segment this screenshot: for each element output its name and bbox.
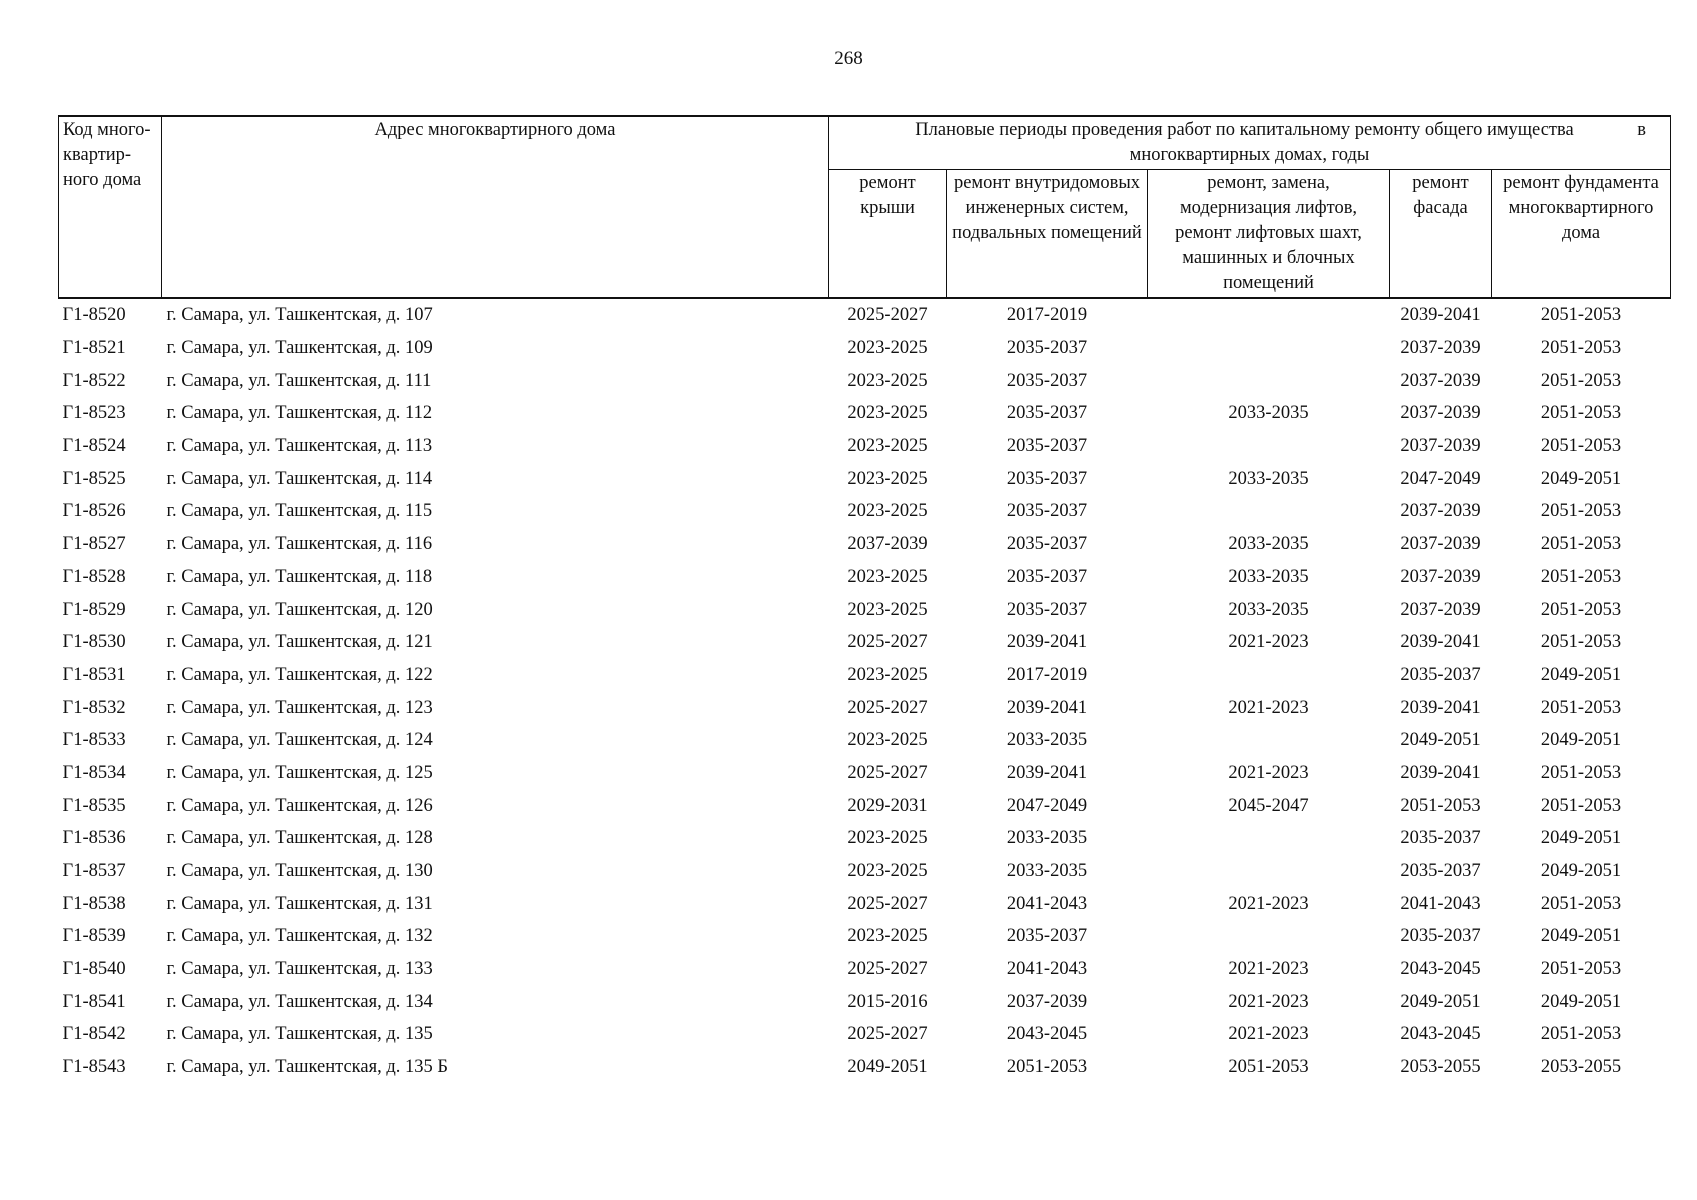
cell-facade-repair: 2043-2045 bbox=[1400, 959, 1481, 980]
cell-roof-repair: 2023-2025 bbox=[847, 468, 928, 489]
cell-roof-repair: 2023-2025 bbox=[847, 861, 928, 882]
cell-engineering-repair: 2035-2037 bbox=[1006, 403, 1088, 424]
cell-address: г. Самара, ул. Ташкентская, д. 113 bbox=[166, 436, 433, 457]
cell-building-code: Г1-8540 bbox=[62, 959, 126, 980]
header-elevator-repair: ремонт, замена, модернизация лифтов, ремонт лифтовых шахт, машинных и блочных помещений bbox=[1148, 170, 1390, 299]
header-address: Адрес многоквартирного дома bbox=[162, 116, 829, 298]
cell-elevator-repair: 2021-2023 bbox=[1228, 762, 1309, 783]
cell-engineering-repair: 2035-2037 bbox=[1006, 468, 1088, 489]
cell-facade-repair: 2037-2039 bbox=[1400, 534, 1481, 555]
cell-address: г. Самара, ул. Ташкентская, д. 126 bbox=[166, 795, 433, 816]
table-row bbox=[59, 1018, 1671, 1051]
cell-facade-repair: 2047-2049 bbox=[1400, 468, 1481, 489]
cell-foundation-repair: 2051-2053 bbox=[1540, 893, 1622, 914]
cell-engineering-repair: 2041-2043 bbox=[1006, 893, 1088, 914]
cell-foundation-repair: 2051-2053 bbox=[1540, 697, 1622, 718]
cell-roof-repair: 2025-2027 bbox=[847, 632, 928, 653]
cell-roof-repair: 2015-2016 bbox=[847, 991, 928, 1012]
cell-facade-repair: 2035-2037 bbox=[1400, 926, 1481, 947]
table-row bbox=[59, 561, 1671, 594]
cell-building-code: Г1-8527 bbox=[62, 534, 126, 555]
cell-building-code: Г1-8536 bbox=[62, 828, 126, 849]
cell-address: г. Самара, ул. Ташкентская, д. 109 bbox=[166, 338, 433, 359]
cell-engineering-repair: 2033-2035 bbox=[1006, 828, 1088, 849]
cell-elevator-repair: 2021-2023 bbox=[1228, 632, 1309, 653]
cell-engineering-repair: 2047-2049 bbox=[1006, 795, 1088, 816]
page-number: 268 bbox=[834, 48, 863, 69]
cell-roof-repair: 2037-2039 bbox=[847, 534, 928, 555]
cell-elevator-repair bbox=[1148, 822, 1390, 855]
cell-foundation-repair: 2053-2055 bbox=[1540, 1057, 1622, 1078]
cell-elevator-repair bbox=[1148, 364, 1390, 397]
cell-engineering-repair: 2051-2053 bbox=[1006, 1057, 1088, 1078]
cell-foundation-repair: 2051-2053 bbox=[1540, 599, 1622, 620]
cell-elevator-repair bbox=[1148, 659, 1390, 692]
table-row bbox=[59, 397, 1671, 430]
cell-elevator-repair: 2021-2023 bbox=[1228, 893, 1309, 914]
cell-foundation-repair: 2051-2053 bbox=[1540, 370, 1622, 391]
cell-address: г. Самара, ул. Ташкентская, д. 107 bbox=[166, 305, 433, 326]
cell-building-code: Г1-8522 bbox=[62, 370, 126, 391]
cell-foundation-repair: 2051-2053 bbox=[1540, 566, 1622, 587]
cell-engineering-repair: 2035-2037 bbox=[1006, 926, 1088, 947]
cell-facade-repair: 2039-2041 bbox=[1400, 697, 1481, 718]
cell-facade-repair: 2035-2037 bbox=[1400, 828, 1481, 849]
cell-elevator-repair bbox=[1148, 855, 1390, 888]
cell-engineering-repair: 2041-2043 bbox=[1006, 959, 1088, 980]
cell-engineering-repair: 2033-2035 bbox=[1006, 730, 1088, 751]
cell-building-code: Г1-8523 bbox=[62, 403, 126, 424]
cell-facade-repair: 2041-2043 bbox=[1400, 893, 1481, 914]
capital-repair-schedule-table bbox=[58, 115, 1671, 1084]
cell-foundation-repair: 2049-2051 bbox=[1540, 828, 1622, 849]
cell-foundation-repair: 2051-2053 bbox=[1540, 305, 1622, 326]
header-planned-periods-line1: Плановые периоды проведения работ по капитальному ремонту общего имущества bbox=[915, 120, 1574, 140]
cell-address: г. Самара, ул. Ташкентская, д. 111 bbox=[166, 370, 432, 391]
cell-elevator-repair: 2033-2035 bbox=[1228, 468, 1309, 489]
cell-facade-repair: 2039-2041 bbox=[1400, 305, 1481, 326]
table-row bbox=[59, 953, 1671, 986]
cell-address: г. Самара, ул. Ташкентская, д. 124 bbox=[166, 730, 433, 751]
header-engineering-repair: ремонт внутридомовых инженерных систем, подвальных помещений bbox=[947, 170, 1148, 299]
table-row bbox=[59, 1051, 1671, 1084]
cell-address: г. Самара, ул. Ташкентская, д. 133 bbox=[166, 959, 433, 980]
cell-address: г. Самара, ул. Ташкентская, д. 131 bbox=[166, 893, 433, 914]
cell-building-code: Г1-8531 bbox=[62, 664, 126, 685]
table-row bbox=[59, 593, 1671, 626]
cell-elevator-repair bbox=[1148, 430, 1390, 463]
cell-facade-repair: 2039-2041 bbox=[1400, 632, 1481, 653]
cell-roof-repair: 2023-2025 bbox=[847, 436, 928, 457]
cell-facade-repair: 2037-2039 bbox=[1400, 403, 1481, 424]
cell-engineering-repair: 2035-2037 bbox=[1006, 436, 1088, 457]
cell-facade-repair: 2037-2039 bbox=[1400, 566, 1481, 587]
cell-elevator-repair: 2021-2023 bbox=[1228, 959, 1309, 980]
cell-facade-repair: 2037-2039 bbox=[1400, 436, 1481, 457]
cell-roof-repair: 2049-2051 bbox=[847, 1057, 928, 1078]
cell-facade-repair: 2049-2051 bbox=[1400, 991, 1481, 1012]
cell-engineering-repair: 2035-2037 bbox=[1006, 599, 1088, 620]
cell-engineering-repair: 2035-2037 bbox=[1006, 501, 1088, 522]
cell-building-code: Г1-8539 bbox=[62, 926, 126, 947]
cell-foundation-repair: 2051-2053 bbox=[1540, 501, 1622, 522]
table-header bbox=[59, 116, 1671, 298]
cell-foundation-repair: 2051-2053 bbox=[1540, 959, 1622, 980]
cell-building-code: Г1-8535 bbox=[62, 795, 126, 816]
cell-address: г. Самара, ул. Ташкентская, д. 135 Б bbox=[166, 1057, 449, 1078]
table-row bbox=[59, 887, 1671, 920]
cell-building-code: Г1-8532 bbox=[62, 697, 126, 718]
cell-building-code: Г1-8529 bbox=[62, 599, 126, 620]
cell-address: г. Самара, ул. Ташкентская, д. 112 bbox=[166, 403, 433, 424]
table-row bbox=[59, 528, 1671, 561]
cell-foundation-repair: 2051-2053 bbox=[1540, 632, 1622, 653]
cell-roof-repair: 2025-2027 bbox=[847, 305, 928, 326]
cell-engineering-repair: 2039-2041 bbox=[1006, 632, 1088, 653]
table-row bbox=[59, 298, 1671, 332]
cell-facade-repair: 2035-2037 bbox=[1400, 664, 1481, 685]
cell-foundation-repair: 2051-2053 bbox=[1540, 403, 1622, 424]
cell-roof-repair: 2023-2025 bbox=[847, 926, 928, 947]
header-planned-periods-tail: в bbox=[1637, 120, 1647, 140]
cell-elevator-repair bbox=[1148, 920, 1390, 953]
cell-foundation-repair: 2051-2053 bbox=[1540, 762, 1622, 783]
cell-building-code: Г1-8537 bbox=[62, 861, 126, 882]
cell-foundation-repair: 2049-2051 bbox=[1540, 861, 1622, 882]
cell-roof-repair: 2023-2025 bbox=[847, 599, 928, 620]
table-row bbox=[59, 920, 1671, 953]
cell-elevator-repair: 2051-2053 bbox=[1228, 1057, 1309, 1078]
cell-roof-repair: 2025-2027 bbox=[847, 697, 928, 718]
cell-engineering-repair: 2017-2019 bbox=[1006, 664, 1088, 685]
cell-elevator-repair bbox=[1148, 298, 1390, 332]
cell-address: г. Самара, ул. Ташкентская, д. 122 bbox=[166, 664, 433, 685]
cell-building-code: Г1-8520 bbox=[62, 305, 126, 326]
cell-roof-repair: 2023-2025 bbox=[847, 566, 928, 587]
cell-engineering-repair: 2037-2039 bbox=[1006, 991, 1088, 1012]
header-foundation-repair: ремонт фундамента многоквартирного дома bbox=[1492, 170, 1671, 299]
cell-engineering-repair: 2035-2037 bbox=[1006, 370, 1088, 391]
cell-roof-repair: 2025-2027 bbox=[847, 1024, 928, 1045]
header-roof-repair: ремонт крыши bbox=[829, 170, 947, 299]
cell-roof-repair: 2023-2025 bbox=[847, 403, 928, 424]
cell-address: г. Самара, ул. Ташкентская, д. 123 bbox=[166, 697, 433, 718]
cell-roof-repair: 2023-2025 bbox=[847, 730, 928, 751]
cell-engineering-repair: 2043-2045 bbox=[1006, 1024, 1088, 1045]
cell-elevator-repair: 2033-2035 bbox=[1228, 403, 1309, 424]
table-body bbox=[59, 298, 1671, 1084]
cell-roof-repair: 2023-2025 bbox=[847, 828, 928, 849]
cell-address: г. Самара, ул. Ташкентская, д. 134 bbox=[166, 991, 433, 1012]
cell-foundation-repair: 2051-2053 bbox=[1540, 1024, 1622, 1045]
cell-building-code: Г1-8528 bbox=[62, 566, 126, 587]
cell-facade-repair: 2037-2039 bbox=[1400, 370, 1481, 391]
cell-foundation-repair: 2051-2053 bbox=[1540, 436, 1622, 457]
cell-engineering-repair: 2039-2041 bbox=[1006, 762, 1088, 783]
cell-address: г. Самара, ул. Ташкентская, д. 128 bbox=[166, 828, 433, 849]
cell-foundation-repair: 2049-2051 bbox=[1540, 664, 1622, 685]
cell-elevator-repair bbox=[1148, 495, 1390, 528]
table-row bbox=[59, 822, 1671, 855]
header-facade-repair: ремонт фасада bbox=[1390, 170, 1492, 299]
cell-roof-repair: 2023-2025 bbox=[847, 370, 928, 391]
cell-engineering-repair: 2033-2035 bbox=[1006, 861, 1088, 882]
cell-elevator-repair: 2033-2035 bbox=[1228, 599, 1309, 620]
cell-building-code: Г1-8542 bbox=[62, 1024, 126, 1045]
cell-elevator-repair: 2021-2023 bbox=[1228, 1024, 1309, 1045]
cell-building-code: Г1-8533 bbox=[62, 730, 126, 751]
cell-facade-repair: 2053-2055 bbox=[1400, 1057, 1481, 1078]
header-building-code: Код много-квартир-ного дома bbox=[59, 116, 162, 298]
table-row bbox=[59, 691, 1671, 724]
cell-engineering-repair: 2039-2041 bbox=[1006, 697, 1088, 718]
cell-facade-repair: 2051-2053 bbox=[1400, 795, 1481, 816]
cell-engineering-repair: 2035-2037 bbox=[1006, 534, 1088, 555]
table-row bbox=[59, 757, 1671, 790]
cell-address: г. Самара, ул. Ташкентская, д. 114 bbox=[166, 468, 433, 489]
cell-address: г. Самара, ул. Ташкентская, д. 130 bbox=[166, 861, 433, 882]
cell-building-code: Г1-8538 bbox=[62, 893, 126, 914]
cell-facade-repair: 2037-2039 bbox=[1400, 599, 1481, 620]
cell-facade-repair: 2049-2051 bbox=[1400, 730, 1481, 751]
cell-elevator-repair: 2033-2035 bbox=[1228, 534, 1309, 555]
cell-elevator-repair: 2033-2035 bbox=[1228, 566, 1309, 587]
cell-building-code: Г1-8521 bbox=[62, 338, 126, 359]
cell-building-code: Г1-8534 bbox=[62, 762, 126, 783]
cell-address: г. Самара, ул. Ташкентская, д. 135 bbox=[166, 1024, 433, 1045]
table-row bbox=[59, 430, 1671, 463]
cell-elevator-repair: 2045-2047 bbox=[1228, 795, 1309, 816]
cell-foundation-repair: 2049-2051 bbox=[1540, 991, 1622, 1012]
cell-foundation-repair: 2051-2053 bbox=[1540, 795, 1622, 816]
cell-foundation-repair: 2051-2053 bbox=[1540, 534, 1622, 555]
cell-elevator-repair bbox=[1148, 724, 1390, 757]
cell-engineering-repair: 2017-2019 bbox=[1006, 305, 1088, 326]
cell-building-code: Г1-8524 bbox=[62, 436, 126, 457]
cell-foundation-repair: 2049-2051 bbox=[1540, 926, 1622, 947]
cell-facade-repair: 2039-2041 bbox=[1400, 762, 1481, 783]
cell-foundation-repair: 2051-2053 bbox=[1540, 338, 1622, 359]
cell-address: г. Самара, ул. Ташкентская, д. 120 bbox=[166, 599, 433, 620]
header-planned-periods bbox=[829, 116, 1671, 170]
cell-engineering-repair: 2035-2037 bbox=[1006, 566, 1088, 587]
cell-address: г. Самара, ул. Ташкентская, д. 116 bbox=[166, 534, 433, 555]
cell-address: г. Самара, ул. Ташкентская, д. 115 bbox=[166, 501, 433, 522]
cell-address: г. Самара, ул. Ташкентская, д. 125 bbox=[166, 762, 433, 783]
cell-elevator-repair: 2021-2023 bbox=[1228, 697, 1309, 718]
table-row bbox=[59, 855, 1671, 888]
cell-engineering-repair: 2035-2037 bbox=[1006, 338, 1088, 359]
cell-roof-repair: 2023-2025 bbox=[847, 501, 928, 522]
table-row bbox=[59, 495, 1671, 528]
table-row bbox=[59, 332, 1671, 365]
cell-roof-repair: 2023-2025 bbox=[847, 338, 928, 359]
table-row bbox=[59, 985, 1671, 1018]
cell-foundation-repair: 2049-2051 bbox=[1540, 468, 1622, 489]
cell-facade-repair: 2043-2045 bbox=[1400, 1024, 1481, 1045]
table-row bbox=[59, 789, 1671, 822]
cell-building-code: Г1-8543 bbox=[62, 1057, 126, 1078]
cell-roof-repair: 2025-2027 bbox=[847, 762, 928, 783]
cell-roof-repair: 2029-2031 bbox=[847, 795, 928, 816]
cell-roof-repair: 2023-2025 bbox=[847, 664, 928, 685]
header-planned-periods-line2: многоквартирных домах, годы bbox=[1129, 145, 1370, 165]
table-row bbox=[59, 364, 1671, 397]
cell-building-code: Г1-8541 bbox=[62, 991, 126, 1012]
table-row bbox=[59, 659, 1671, 692]
table-row bbox=[59, 462, 1671, 495]
table-row bbox=[59, 724, 1671, 757]
cell-address: г. Самара, ул. Ташкентская, д. 121 bbox=[166, 632, 433, 653]
table-row bbox=[59, 626, 1671, 659]
cell-elevator-repair bbox=[1148, 332, 1390, 365]
cell-address: г. Самара, ул. Ташкентская, д. 118 bbox=[166, 566, 433, 587]
cell-foundation-repair: 2049-2051 bbox=[1540, 730, 1622, 751]
cell-facade-repair: 2037-2039 bbox=[1400, 338, 1481, 359]
cell-roof-repair: 2025-2027 bbox=[847, 959, 928, 980]
cell-building-code: Г1-8530 bbox=[62, 632, 126, 653]
cell-elevator-repair: 2021-2023 bbox=[1228, 991, 1309, 1012]
cell-facade-repair: 2037-2039 bbox=[1400, 501, 1481, 522]
cell-building-code: Г1-8525 bbox=[62, 468, 126, 489]
cell-facade-repair: 2035-2037 bbox=[1400, 861, 1481, 882]
cell-building-code: Г1-8526 bbox=[62, 501, 126, 522]
cell-address: г. Самара, ул. Ташкентская, д. 132 bbox=[166, 926, 433, 947]
cell-roof-repair: 2025-2027 bbox=[847, 893, 928, 914]
